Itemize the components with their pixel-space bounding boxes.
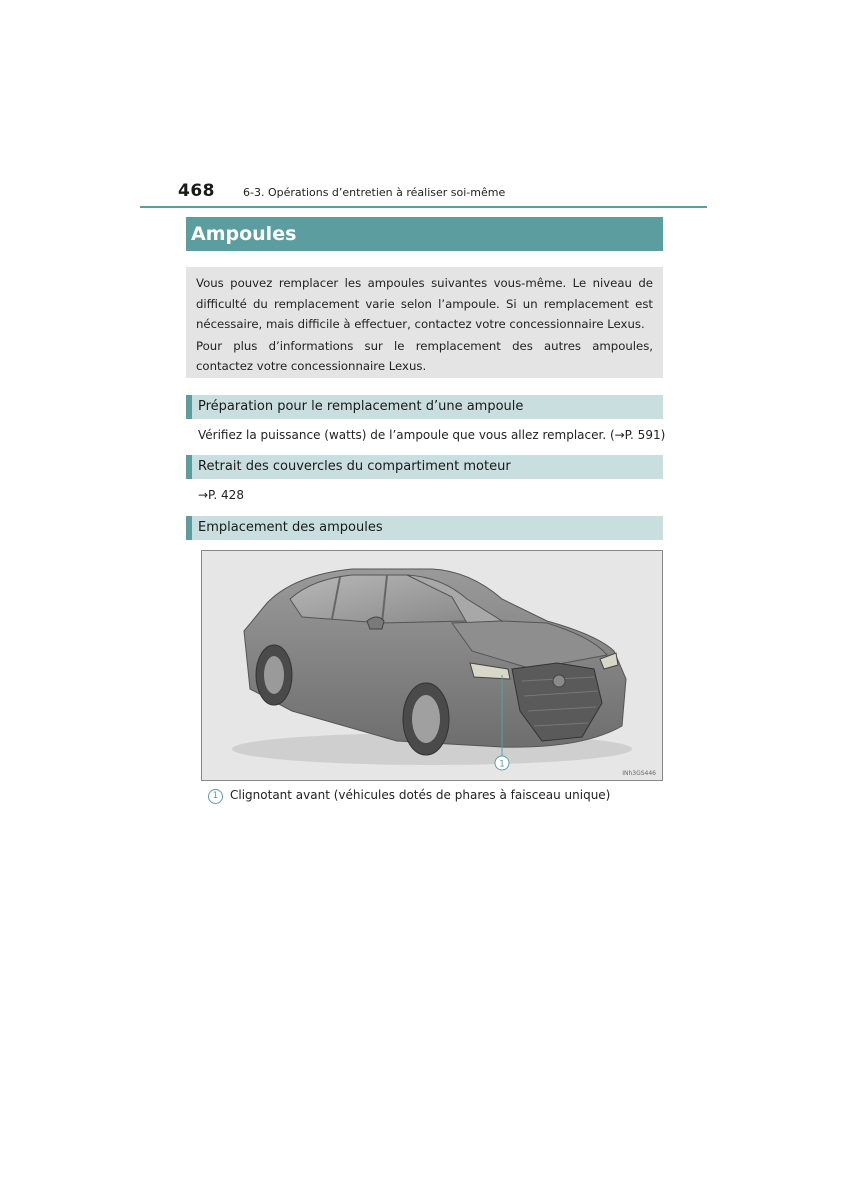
section-heading-preparation: Préparation pour le remplacement d’une ampoule	[186, 395, 663, 419]
car-drawing	[202, 551, 662, 780]
car-illustration	[201, 550, 663, 781]
section-heading-locations: Emplacement des ampoules	[186, 516, 663, 540]
figure-code: INh3GS446	[622, 770, 656, 777]
section-body-covers: →P. 428	[198, 488, 244, 502]
section-body-preparation: Vérifiez la puissance (watts) de l’ampoule que vous allez remplacer. (→P. 591)	[198, 428, 666, 442]
caption-text: Clignotant avant (véhicules dotés de phares à faisceau unique)	[230, 788, 611, 802]
lexus-emblem	[553, 675, 565, 687]
caption-callout-number: 1	[208, 789, 223, 804]
intro-paragraph: Vous pouvez remplacer les ampoules suivantes vous-même. Le niveau de difficulté du remplacement varie selon l’ampoule. Si un remplacement est nécessaire, mais difficile à effectuer, contactez votre concessionnaire Lexus.	[196, 276, 653, 331]
page-title: Ampoules	[186, 217, 663, 251]
section-heading-covers: Retrait des couvercles du compartiment moteur	[186, 455, 663, 479]
figure-caption	[208, 788, 610, 804]
header-rule	[140, 206, 707, 208]
intro-box	[186, 267, 663, 378]
callout-number: 1	[499, 759, 505, 770]
page-number: 468	[178, 181, 215, 201]
running-head: 6-3. Opérations d’entretien à réaliser soi-même	[243, 186, 506, 199]
intro-paragraph: Pour plus d’informations sur le remplacement des autres ampoules, contactez votre concessionnaire Lexus.	[196, 338, 653, 373]
